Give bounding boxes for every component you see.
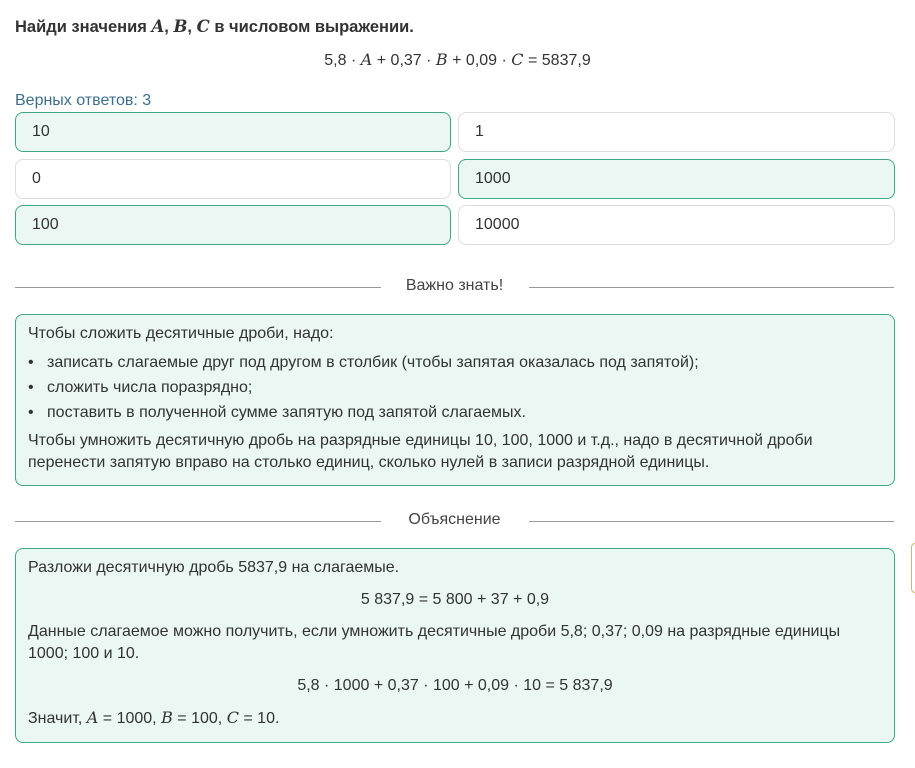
explanation-equation-1: 5 837,9 = 5 800 + 37 + 0,9: [360, 591, 550, 608]
important-divider: [15, 277, 894, 297]
eq-var-b: B: [435, 50, 448, 69]
bullet-dot: •: [28, 404, 34, 421]
bullet-dot: •: [28, 354, 34, 371]
eq-rhs: = 5837,9: [527, 52, 591, 69]
value-b: = 100,: [177, 710, 223, 727]
answer-option[interactable]: [458, 112, 895, 152]
title-prefix: Найди значения: [15, 18, 147, 36]
explanation-equation-2: 5,8 · 1000 + 0,37 · 100 + 0,09 · 10 = 5 837,9: [297, 677, 613, 694]
value-a: = 1000,: [102, 710, 157, 727]
answer-option[interactable]: [15, 205, 451, 245]
var-a: A: [151, 17, 165, 36]
var-b: B: [161, 708, 173, 727]
list-item: [28, 350, 882, 375]
eq-var-c: C: [511, 50, 524, 69]
answer-option[interactable]: [458, 159, 895, 199]
explanation-line-1: Разложи десятичную дробь 5837,9 на слагаемые.: [28, 559, 400, 576]
option-label: 100: [32, 216, 59, 233]
explanation-heading: Объяснение: [408, 511, 501, 528]
task-title: Найди значения A, B, C в числовом выражении.: [15, 17, 414, 36]
option-label: 0: [32, 170, 41, 187]
important-box: [15, 314, 895, 486]
important-list: [28, 350, 882, 425]
explanation-divider: [15, 511, 894, 531]
bullet-dot: •: [28, 379, 34, 396]
value-c: = 10.: [243, 710, 280, 727]
eq-term-3: + 0,09 ·: [452, 52, 507, 69]
conclusion-prefix: Значит,: [28, 710, 83, 727]
var-c: C: [196, 17, 210, 36]
important-heading: Важно знать!: [405, 277, 504, 294]
divider-line-right: [529, 287, 894, 288]
list-item-text: поставить в полученной сумме запятую под запятой слагаемых.: [47, 404, 526, 421]
title-suffix: в числовом выражении.: [214, 18, 414, 36]
correct-answers-count: Верных ответов: 3: [15, 92, 152, 109]
option-label: 1: [475, 123, 484, 140]
eq-term-1: 5,8 ·: [324, 52, 357, 69]
answer-option[interactable]: [15, 112, 451, 152]
option-label: 1000: [475, 170, 511, 187]
var-c: C: [226, 708, 239, 727]
eq-term-2: + 0,37 ·: [376, 52, 432, 69]
eq-var-a: A: [360, 50, 373, 69]
answer-option[interactable]: [458, 205, 895, 245]
var-b: B: [173, 17, 188, 36]
list-item: [28, 400, 882, 425]
var-a: A: [86, 708, 99, 727]
explanation-box: [15, 548, 895, 743]
important-intro: Чтобы сложить десятичные дроби, надо:: [28, 325, 334, 342]
side-panel-tab[interactable]: [911, 543, 915, 593]
divider-line-right: [529, 521, 894, 522]
list-item-text: записать слагаемые друг под другом в столбик (чтобы запятая оказалась под запятой);: [47, 354, 699, 371]
option-label: 10000: [475, 216, 520, 233]
option-label: 10: [32, 123, 50, 140]
answer-option[interactable]: [15, 159, 451, 199]
list-item-text: сложить числа поразрядно;: [47, 379, 253, 396]
explanation-line-2: Данные слагаемое можно получить, если умножить десятичные дроби 5,8; 0,37; 0,09 на разрядные единицы 1000; 100 и 10.: [28, 623, 841, 662]
important-outro: Чтобы умножить десятичную дробь на разрядные единицы 10, 100, 1000 и т.д., надо в десятичной дроби перенести запятую вправо на столько единиц, сколько нулей в записи разрядной единицы.: [28, 432, 813, 471]
list-item: [28, 375, 882, 400]
explanation-conclusion: [28, 707, 882, 730]
task-equation: [0, 50, 915, 70]
